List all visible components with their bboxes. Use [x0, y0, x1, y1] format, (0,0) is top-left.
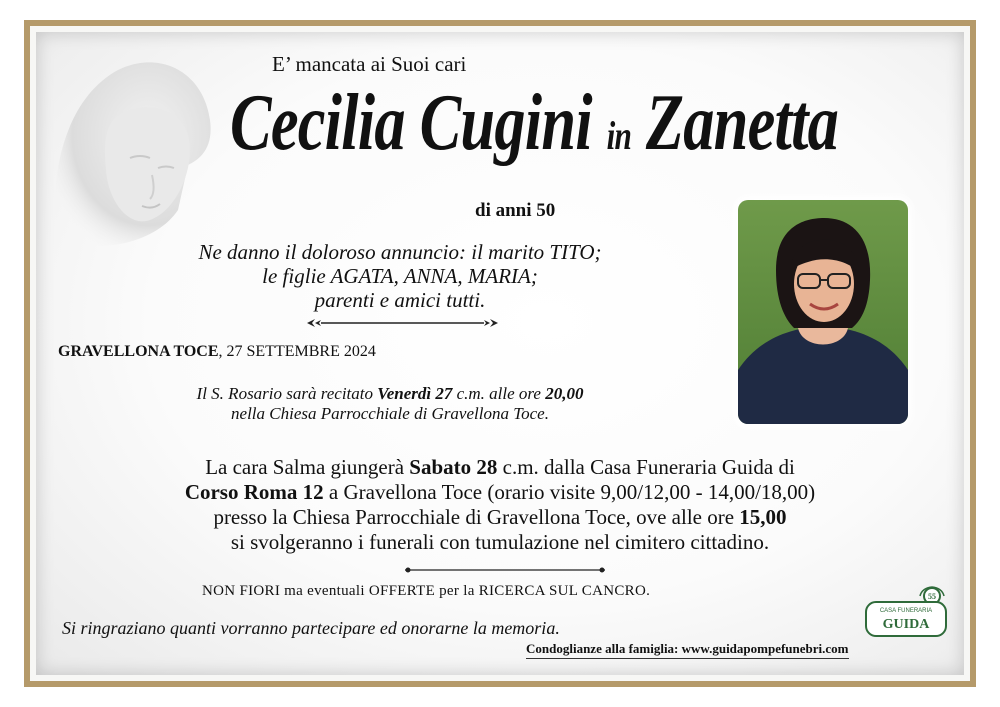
name-last: Zanetta — [645, 79, 839, 167]
announcement — [150, 240, 650, 312]
body-text: a Gravellona Toce (orario visite 9,00/12,00 - 14,00/18,00) — [323, 480, 816, 504]
rosary-notice — [80, 384, 700, 424]
rosary-text: c.m. alle ore — [452, 384, 546, 403]
intro-text: E’ mancata ai Suoi cari — [272, 52, 467, 76]
rosary-location: nella Chiesa Parrocchiale di Gravellona Toce. — [231, 404, 549, 423]
rosary-text: Il S. Rosario sarà recitato — [196, 384, 378, 403]
announcement-line: Ne danno il doloroso annuncio: il marito TITO; — [198, 240, 602, 264]
body-text: si svolgeranno i funerali con tumulazione nel cimitero cittadino. — [230, 530, 770, 554]
body-text: La cara Salma giungerà — [205, 455, 410, 479]
place-name: GRAVELLONA TOCE — [58, 343, 219, 360]
condolences-link[interactable]: Condoglianze alla famiglia: www.guidapompefunebri.com — [526, 641, 849, 659]
announcement-line: parenti e amici tutti. — [314, 288, 486, 312]
rosary-time: 20,00 — [545, 384, 584, 403]
ornamental-divider-icon — [405, 566, 605, 574]
logo-badge: 55 — [928, 592, 936, 601]
body-text: presso la Chiesa Parrocchiale di Gravellona Toce, ove alle ore — [213, 505, 740, 529]
age-text: di anni 50 — [475, 200, 556, 221]
announcement-line: le figlie AGATA, ANNA, MARIA; — [262, 264, 538, 288]
name-in: in — [606, 113, 632, 158]
logo-top: CASA FUNERARIA — [879, 608, 933, 614]
body-text: c.m. dalla Casa Funeraria Guida di — [497, 455, 795, 479]
rosary-day: Venerdì 27 — [377, 384, 453, 403]
ornamental-divider-icon — [305, 316, 500, 330]
body-time: 15,00 — [739, 505, 787, 529]
portrait-photo-icon — [738, 200, 908, 424]
no-flowers-note: NON FIORI ma eventuali OFFERTE per la RICERCA SUL CANCRO. — [202, 583, 651, 599]
funeral-home-logo — [862, 586, 948, 640]
place-date — [58, 343, 376, 361]
body-day: Sabato 28 — [409, 455, 498, 479]
logo-name: GUIDA — [882, 617, 930, 632]
deceased-name — [230, 78, 838, 169]
madonna-relief-icon — [38, 40, 218, 260]
date-text: , 27 SETTEMBRE 2024 — [218, 343, 376, 360]
funeral-details — [70, 455, 930, 555]
body-address: Corso Roma 12 — [184, 480, 324, 504]
name-first: Cecilia Cugini — [230, 79, 592, 167]
thanks-text: Si ringraziano quanti vorranno partecipare ed onorarne la memoria. — [62, 618, 560, 638]
